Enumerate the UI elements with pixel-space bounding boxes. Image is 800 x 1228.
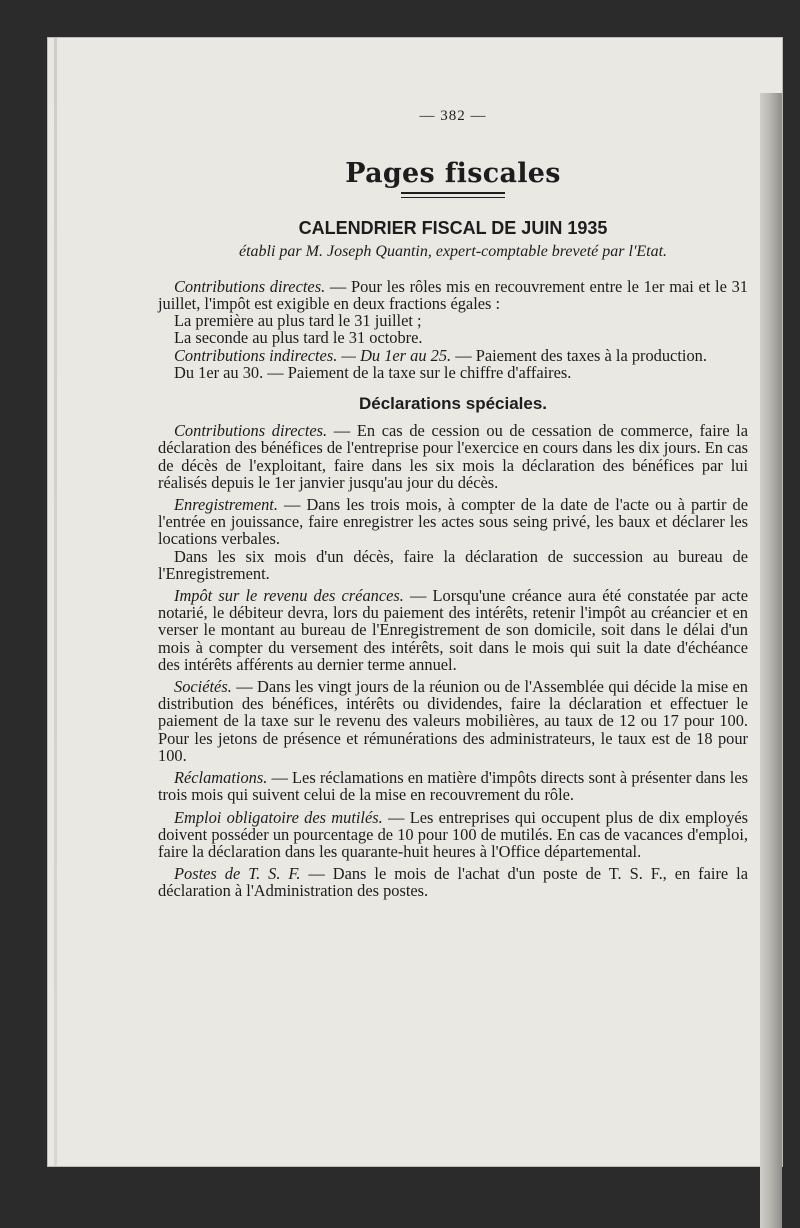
paragraph-text: — Dans les trois mois, à compter de la date de l'acte ou à partir de l'entrée en jouissance, faire enregistrer les actes sous seing privé, les baux et déclarer les locations verbales.: [158, 495, 748, 549]
section-1: [158, 278, 748, 381]
page-content: [158, 108, 748, 900]
paragraph: [158, 364, 748, 381]
paragraph-label: Contributions indirectes. — Du 1er au 25.: [174, 345, 452, 365]
paragraph-label: Enregistrement.: [174, 495, 278, 515]
paragraph-label: Contributions directes.: [174, 276, 326, 296]
paragraph: [158, 278, 748, 312]
paragraph: [158, 422, 748, 491]
paragraph: [158, 587, 748, 673]
paragraph: [158, 678, 748, 764]
calendar-subtitle: établi par M. Joseph Quantin, expert-comptable breveté par l'Etat.: [238, 242, 668, 260]
paragraph-text: Du 1er au 30. — Paiement de la taxe sur le chiffre d'affaires.: [174, 362, 572, 382]
paragraph: [158, 496, 748, 548]
paragraph: [158, 548, 748, 582]
page-crease: [54, 38, 57, 1166]
paragraph: [158, 329, 748, 346]
paragraph-text: — Les entreprises qui occupent plus de dix employés doivent posséder un pourcentage de 10 pour 100 de mutilés. En cas de vacances d'emploi, faire la déclaration dans les quarante-huit heures à l'Office départemental.: [158, 807, 749, 861]
paragraph: [158, 769, 748, 803]
paragraph-text: — Lorsqu'une créance aura été constatée par acte notarié, le débiteur devra, lors du paiement des intérêts, retenir l'impôt au créancier et en verser le montant au bureau de l'Enregistrement de son domicile, soit dans le délai d'un mois à compter du versement des intérêts, soit dans le mois qui suit la date d'échéance des intérêts afférents au dernier terme annuel.: [158, 586, 748, 674]
paragraph-text: La première au plus tard le 31 juillet ;: [174, 311, 422, 331]
paragraph: [158, 865, 748, 899]
page-number: — 382 —: [419, 108, 487, 124]
paragraph: [158, 347, 748, 364]
paragraph-label: Réclamations.: [174, 768, 268, 788]
paragraph-label: Contributions directes.: [174, 421, 328, 441]
section-2: [158, 422, 748, 899]
paragraph-label: Emploi obligatoire des mutilés.: [174, 807, 383, 827]
paragraph-text: — Les réclamations en matière d'impôts directs sont à présenter dans les trois mois qui suivent celui de la mise en recouvrement du rôle.: [158, 768, 748, 805]
paragraph: [158, 312, 748, 329]
paragraph-text: La seconde au plus tard le 31 octobre.: [174, 328, 423, 348]
paragraph-text: — Pour les rôles mis en recouvrement entre le 1er mai et le 31 juillet, l'impôt est exigible en deux fractions égales :: [158, 276, 748, 314]
paragraph-label: Postes de T. S. F.: [174, 864, 301, 884]
paragraph-text: — En cas de cession ou de cessation de commerce, faire la déclaration des bénéfices de l'entreprise pour l'exercice en cours dans les dix jours. En cas de décès de l'exploitant, faire dans les six mois la déclaration des bénéfices par lui réalisés depuis le 1er janvier jusqu'au jour du décès.: [158, 421, 748, 492]
paragraph-text: — Dans le mois de l'achat d'un poste de T. S. F., en faire la déclaration à l'Administration des postes.: [158, 864, 748, 901]
paragraph-text: Dans les six mois d'un décès, faire la déclaration de succession au bureau de l'Enregistrement.: [158, 546, 748, 583]
calendar-heading: CALENDRIER FISCAL DE JUIN 1935: [298, 218, 608, 239]
page-edge: [760, 93, 782, 1228]
paragraph-text: — Paiement des taxes à la production.: [451, 345, 707, 365]
paragraph-label: Sociétés.: [174, 677, 232, 697]
special-heading: Déclarations spéciales.: [358, 394, 548, 414]
paragraph-label: Impôt sur le revenu des créances.: [174, 586, 404, 606]
paragraph: [158, 809, 748, 861]
page-title: Pages fiscales: [345, 158, 561, 190]
paragraph-text: — Dans les vingt jours de la réunion ou de l'Assemblée qui décide la mise en distribution des bénéfices, intérêts ou dividendes, faire la déclaration et effectuer le paiement de la taxe sur le revenu des valeurs mobilières, au taux de 12 ou 17 pour 100. Pour les jetons de présence et rémunérations des administrateurs, le taux est de 18 pour 100.: [158, 677, 748, 765]
document-page: [48, 38, 782, 1166]
title-rule: [401, 192, 505, 198]
